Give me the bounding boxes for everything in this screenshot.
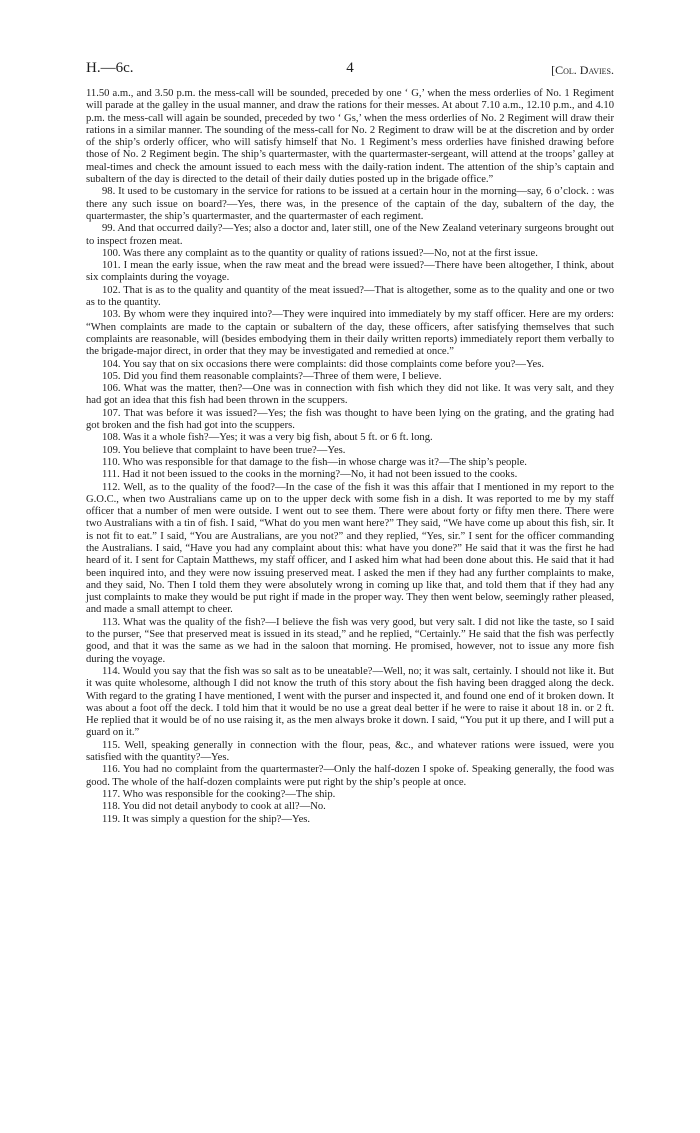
paragraph: 99. And that occurred daily?—Yes; also a doctor and, later still, one of the New Zealand veterinary surgeons brought out to inspect frozen meat. <box>86 223 614 247</box>
paragraph: 107. That was before it was issued?—Yes; the fish was thought to have been lying on the grating, and the grating had got broken and the fish had got into the scuppers. <box>86 407 614 432</box>
paragraph: 102. That is as to the quality and quantity of the meat issued?—That is altogether, some as to the quality and one or two as to the quantity. <box>86 284 614 309</box>
paragraph: 103. By whom were they inquired into?—They were inquired into immediately by my staff officer. Here are my orders: “When complaints are made to the captain or subaltern of the day, these officers, after satisfying themselves that such complaints are reasonable, will (besides embodying them in their daily written reports) immediately report them verbally to the brigade-major direct, in order that they may be investigated and remedied at once.” <box>86 309 614 358</box>
paragraph: 115. Well, speaking generally in connection with the flour, peas, &c., and whatever rations were issued, were you satisfied with the quantity?—Yes. <box>86 739 614 764</box>
paragraph: 113. What was the quality of the fish?—I believe the fish was very good, but very salt. I did not like the taste, so I said to the purser, “See that preserved meat is issued in its stead,” and he replied, “Certainly.” He said that the fish was perfectly good, and that it was the same as we had in the saloon that morning. He promised, however, not to issue any more fish during the voyage. <box>86 616 614 665</box>
document-reference: H.—6c. <box>86 60 134 76</box>
paragraph: 111. Had it not been issued to the cooks in the morning?—No, it had not been issued to the cooks. <box>102 469 518 481</box>
paragraph: 108. Was it a whole fish?—Yes; it was a very big fish, about 5 ft. or 6 ft. long. <box>102 432 433 444</box>
paragraph: 106. What was the matter, then?—One was in connection with fish which they did not like. It was very salt, and they had got an idea that this fish had been thrown in the scuppers. <box>86 383 614 407</box>
paragraph: 105. Did you find them reasonable complaints?—Three of them were, I believe. <box>102 370 442 382</box>
paragraph: 110. Who was responsible for that damage to the fish—in whose charge was it?—The ship’s people. <box>102 456 527 468</box>
paragraph: 101. I mean the early issue, when the raw meat and the bread were issued?—There have been altogether, I think, about six complaints during the voyage. <box>86 260 614 284</box>
page-header <box>86 62 614 88</box>
paragraph: 11.50 a.m., and 3.50 p.m. the mess-call will be sounded, preceded by one ‘ G,’ when the mess orderlies of No. 1 Regiment will parade at the galley in the usual manner, and draw the rations for their messes. At about 7.10 a.m., 12.10 p.m., and 4.10 p.m. the mess-call will again be sounded, preceded by two ‘ Gs,’ when the mess orderlies of No. 2 Regiment will draw their rations in a similar manner. The sounding of the mess-call for No. 2 Regiment to draw will be at the discretion and by order of the ship’s orderly officer, who will satisfy himself that No. 1 Regiment’s mess orderlies have finished drawing before those of No. 2 Regiment begin. The ship’s quartermaster, with the quartermaster-sergeant, will attend at the troops’ galley at meal-times and check the amount issued to each mess with the daily-ration indent. The attention of the ship’s captain and subaltern of the day is directed to the detail of their daily duties posted up in the brigade office.” <box>86 88 614 186</box>
witness-name: [Col. Davies. <box>551 63 614 77</box>
paragraph: 100. Was there any complaint as to the quantity or quality of rations issued?—No, not at the first issue. <box>102 247 538 259</box>
paragraph: 117. Who was responsible for the cooking?—The ship. <box>102 788 336 800</box>
paragraph: 116. You had no complaint from the quartermaster?—Only the half-dozen I spoke of. Speaking generally, the food was good. The whole of the half-dozen complaints were put right by the ship’s people at once. <box>86 764 614 788</box>
paragraph: 98. It used to be customary in the service for rations to be issued at a certain hour in the morning—say, 6 o’clock. : was there any such issue on board?—Yes, there was, in the presence of the captain of the day, subaltern of the day, the quartermaster, the ship’s quartermaster, and the quartermaster of each regiment. <box>86 186 614 222</box>
paragraph: 104. You say that on six occasions there were complaints: did those complaints come before you?—Yes. <box>102 358 545 370</box>
paragraph: 112. Well, as to the quality of the food?—In the case of the fish it was this affair that I mentioned in my report to the G.O.C., when two Australians came up on to the upper deck with some fish in a dish. It was reported to me by my staff officer that a number of men were outside. I went out to see them. There were about forty or fifty men there. There were two Australians with a tin of fish. I said, “What do you men want here?” They said, “We have come up about this fish, sir. It is not fit to eat.” I said, “You are Australians, are you not?” and they replied, “Yes, sir.” I sent for the officer commanding the Australians. I said, “Have you had any complaint about this: what have you done?” He said that it was the first he had heard of it. I sent for Captain Matthews, my staff officer, and I asked him what had been done about this. He said that it had been inquired into, and they were now issuing preserved meat. I asked the men if they had any further complaints to make, and they said, No. Then I told them they were absolutely wrong in coming up like that, and told them that if they had any just complaints to make they would be put right if made in the proper way. They then went below, seemingly rather pleased, and made a small attempt to cheer. <box>86 481 614 616</box>
document-body <box>86 88 614 826</box>
paragraph: 114. Would you say that the fish was so salt as to be uneatable?—Well, no; it was salt, certainly. I should not like it. But it was quite wholesome, although I did not know the truth of this story about the fish having been dragged along the deck. With regard to the grating I have mentioned, I went with the purser and inspected it, and found one end of it broken down. It was about a foot off the deck. I told him that it would be no use a great deal better if he were to raise it about 18 in. or 2 ft. He replied that it would be of no use raising it, as the men always broke it down. I said, “You put it up there, and I will put a guard on it.” <box>86 665 614 739</box>
paragraph: 119. It was simply a question for the ship?—Yes. <box>102 813 311 825</box>
page-number: 4 <box>346 60 354 76</box>
paragraph: 118. You did not detail anybody to cook at all?—No. <box>102 801 326 813</box>
paragraph: 109. You believe that complaint to have been true?—Yes. <box>102 444 346 456</box>
